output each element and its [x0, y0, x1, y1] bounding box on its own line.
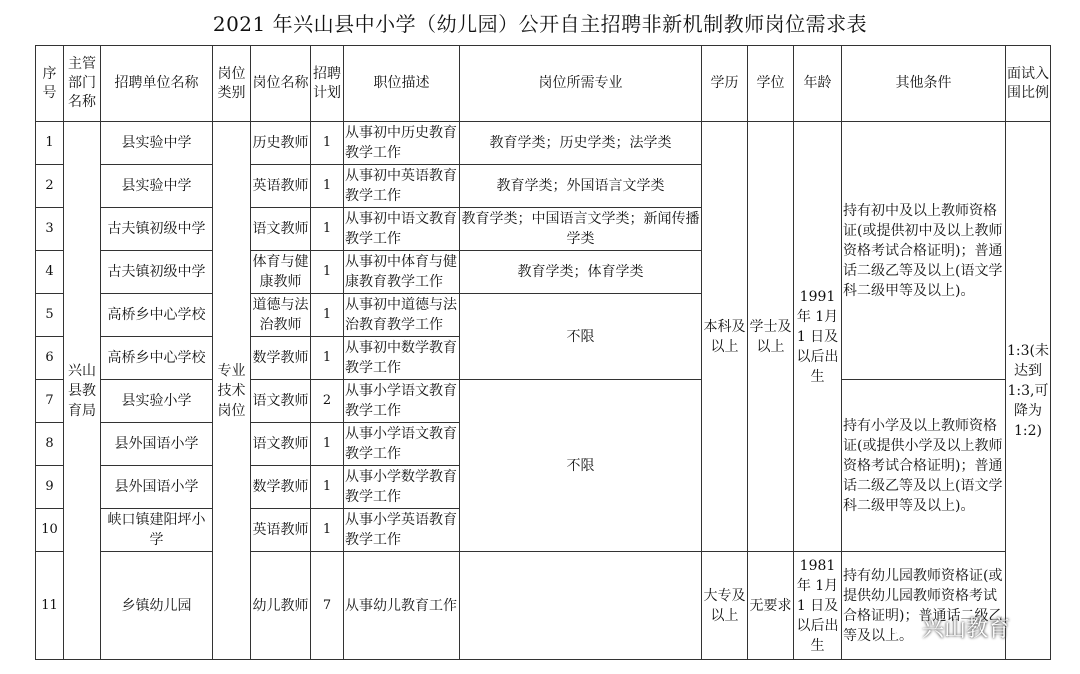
- cell-major: 教育学类；外国语言文学类: [460, 165, 702, 208]
- cell-plan: 1: [311, 208, 344, 251]
- cell-unit: 高桥乡中心学校: [101, 294, 213, 337]
- header-unit: 招聘单位名称: [101, 46, 213, 122]
- cell-category: 专业技术岗位: [213, 122, 251, 660]
- cell-plan: 1: [311, 337, 344, 380]
- cell-seq: 2: [36, 165, 64, 208]
- header-education: 学历: [702, 46, 748, 122]
- cell-plan: 2: [311, 380, 344, 423]
- header-age: 年龄: [794, 46, 842, 122]
- cell-other-kindergarten: 持有幼儿园教师资格证(或提供幼儿园教师资格考试合格证明)；普通话二级乙等及以上。: [842, 552, 1006, 660]
- cell-education: 本科及以上: [702, 122, 748, 552]
- cell-desc: 从事初中历史教育教学工作: [344, 122, 460, 165]
- header-seq: 序号: [36, 46, 64, 122]
- header-row: [36, 46, 1051, 122]
- cell-desc: 从事小学英语教育教学工作: [344, 509, 460, 552]
- header-plan: 招聘计划: [311, 46, 344, 122]
- cell-unit: 县实验中学: [101, 165, 213, 208]
- table-row: [36, 552, 1051, 660]
- cell-desc: 从事幼儿教育工作: [344, 552, 460, 660]
- cell-desc: 从事小学语文教育教学工作: [344, 380, 460, 423]
- cell-unit: 县外国语小学: [101, 466, 213, 509]
- cell-position: 英语教师: [251, 509, 311, 552]
- cell-unit: 县实验中学: [101, 122, 213, 165]
- cell-dept: 兴山县教育局: [64, 122, 101, 660]
- cell-desc: 从事初中道德与法治教育教学工作: [344, 294, 460, 337]
- recruitment-table: [35, 45, 1051, 660]
- cell-position: 语文教师: [251, 380, 311, 423]
- cell-unit: 峡口镇建阳坪小学: [101, 509, 213, 552]
- cell-seq: 1: [36, 122, 64, 165]
- cell-position: 幼儿教师: [251, 552, 311, 660]
- cell-plan: 1: [311, 165, 344, 208]
- header-degree: 学位: [748, 46, 794, 122]
- cell-major: 不限: [460, 294, 702, 380]
- cell-ratio: 1:3(未达到1:3,可降为1:2): [1006, 122, 1051, 660]
- cell-unit: 古夫镇初级中学: [101, 208, 213, 251]
- cell-degree: 无要求: [748, 552, 794, 660]
- cell-major: 教育学类；体育学类: [460, 251, 702, 294]
- page-title: 2021 年兴山县中小学（幼儿园）公开自主招聘非新机制教师岗位需求表: [212, 12, 868, 36]
- wechat-icon: [892, 620, 918, 640]
- cell-major: 不限: [460, 380, 702, 552]
- cell-plan: 1: [311, 251, 344, 294]
- cell-position: 历史教师: [251, 122, 311, 165]
- header-major: 岗位所需专业: [460, 46, 702, 122]
- cell-seq: 11: [36, 552, 64, 660]
- cell-age: 1991 年 1月 1 日及以后出生: [794, 122, 842, 552]
- cell-major: 教育学类；历史学类；法学类: [460, 122, 702, 165]
- cell-unit: 乡镇幼儿园: [101, 552, 213, 660]
- cell-desc: 从事初中英语教育教学工作: [344, 165, 460, 208]
- cell-position: 语文教师: [251, 423, 311, 466]
- cell-position: 数学教师: [251, 337, 311, 380]
- cell-degree: 学士及以上: [748, 122, 794, 552]
- cell-position: 道德与法治教师: [251, 294, 311, 337]
- cell-unit: 古夫镇初级中学: [101, 251, 213, 294]
- cell-desc: 从事小学语文教育教学工作: [344, 423, 460, 466]
- cell-plan: 1: [311, 509, 344, 552]
- header-other: 其他条件: [842, 46, 1006, 122]
- cell-plan: 1: [311, 423, 344, 466]
- header-ratio: 面试入围比例: [1006, 46, 1051, 122]
- cell-other-middle: 持有初中及以上教师资格证(或提供初中及以上教师资格考试合格证明)；普通话二级乙等及以上(语文学科二级甲等及以上)。: [842, 122, 1006, 380]
- cell-seq: 6: [36, 337, 64, 380]
- cell-major: 教育学类；中国语言文学类；新闻传播学类: [460, 208, 702, 251]
- cell-seq: 10: [36, 509, 64, 552]
- cell-seq: 8: [36, 423, 64, 466]
- table-row: [36, 122, 1051, 165]
- cell-position: 英语教师: [251, 165, 311, 208]
- cell-major: [460, 552, 702, 660]
- cell-other-primary: 持有小学及以上教师资格证(或提供小学及以上教师资格考试合格证明)；普通话二级乙等及以上(语文学科二级甲等及以上)。: [842, 380, 1006, 552]
- cell-plan: 1: [311, 294, 344, 337]
- watermark: [892, 612, 1010, 643]
- cell-age: 1981 年 1月 1 日及以后出生: [794, 552, 842, 660]
- cell-desc: 从事初中数学教育教学工作: [344, 337, 460, 380]
- cell-plan: 7: [311, 552, 344, 660]
- cell-seq: 4: [36, 251, 64, 294]
- cell-position: 体育与健康教师: [251, 251, 311, 294]
- cell-unit: 县实验小学: [101, 380, 213, 423]
- cell-position: 语文教师: [251, 208, 311, 251]
- cell-seq: 7: [36, 380, 64, 423]
- cell-plan: 1: [311, 122, 344, 165]
- watermark-text: 兴山教育: [922, 617, 1011, 642]
- cell-desc: 从事小学数学教育教学工作: [344, 466, 460, 509]
- header-dept: 主管部门名称: [64, 46, 101, 122]
- cell-unit: 高桥乡中心学校: [101, 337, 213, 380]
- cell-seq: 5: [36, 294, 64, 337]
- header-position: 岗位名称: [251, 46, 311, 122]
- cell-position: 数学教师: [251, 466, 311, 509]
- cell-education: 大专及以上: [702, 552, 748, 660]
- table-row: [36, 380, 1051, 423]
- cell-unit: 县外国语小学: [101, 423, 213, 466]
- cell-desc: 从事初中语文教育教学工作: [344, 208, 460, 251]
- header-desc: 职位描述: [344, 46, 460, 122]
- cell-desc: 从事初中体育与健康教育教学工作: [344, 251, 460, 294]
- cell-seq: 3: [36, 208, 64, 251]
- header-category: 岗位类别: [213, 46, 251, 122]
- cell-plan: 1: [311, 466, 344, 509]
- cell-seq: 9: [36, 466, 64, 509]
